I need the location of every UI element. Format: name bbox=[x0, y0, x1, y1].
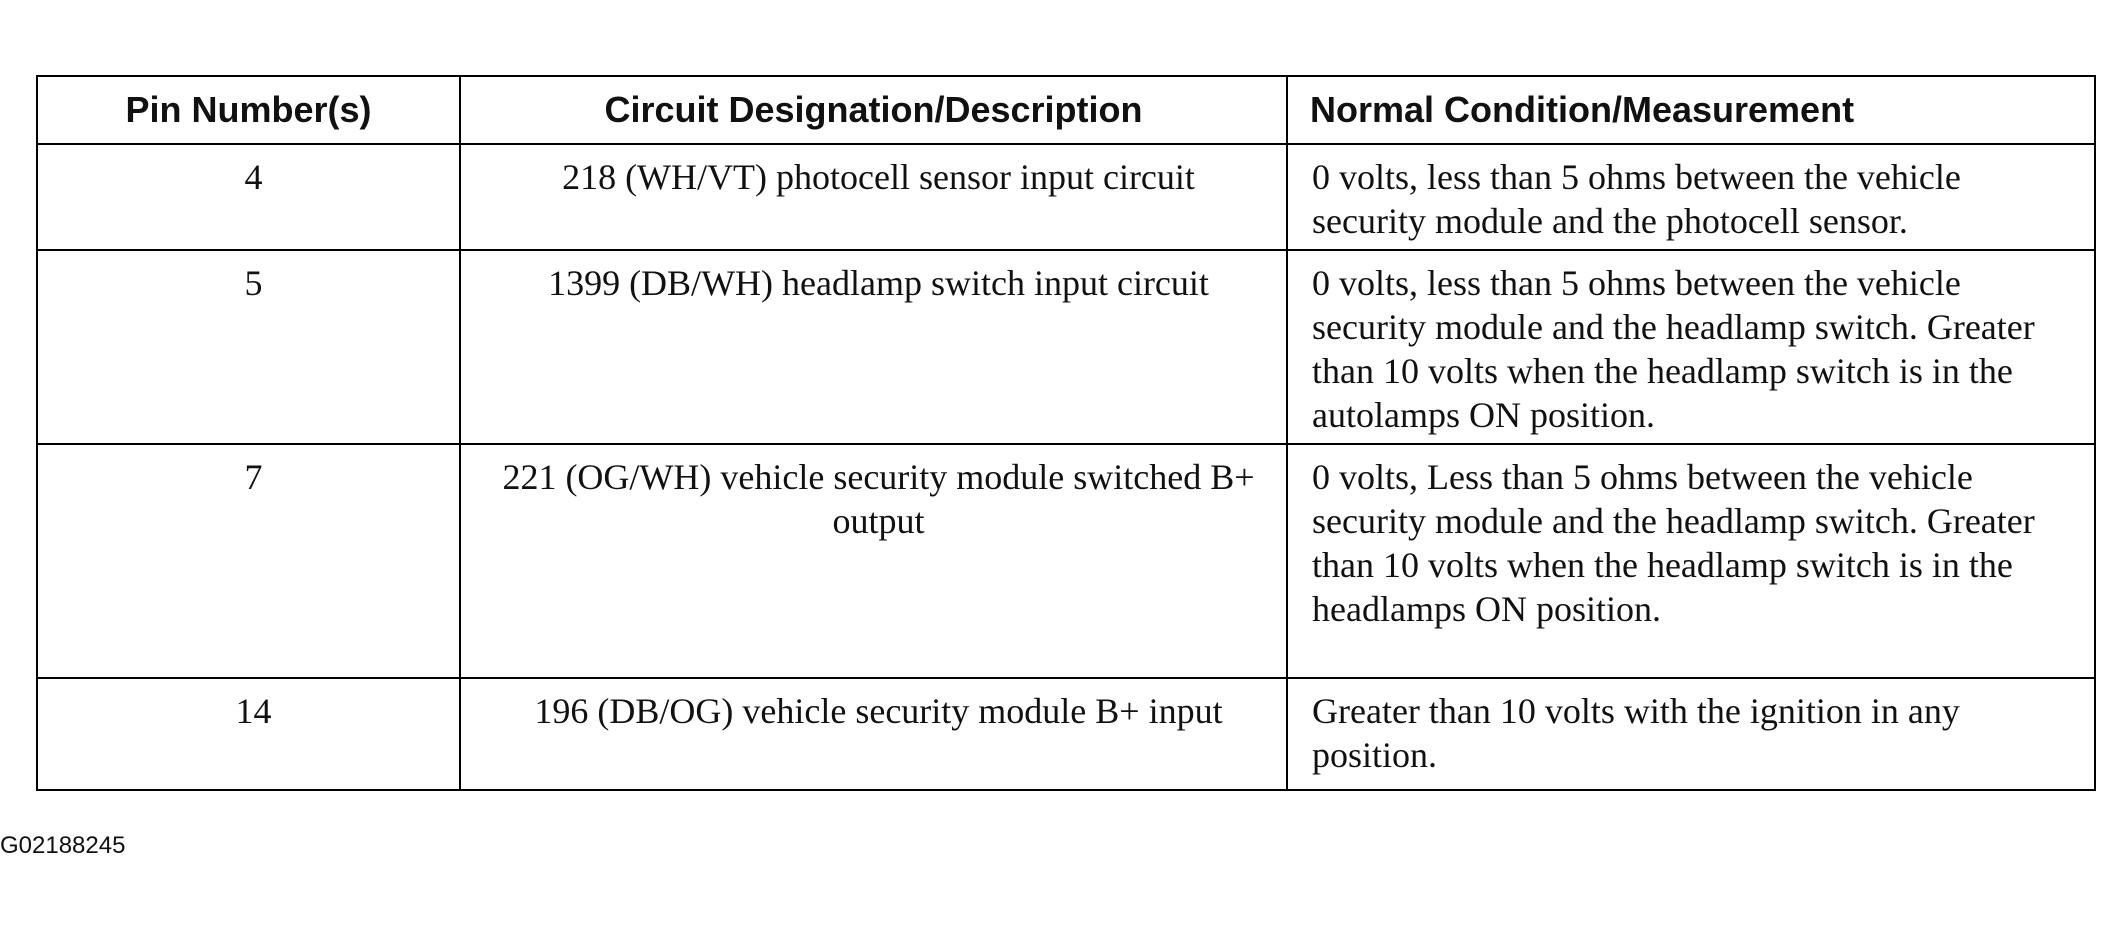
figure-id-label: G02188245 bbox=[0, 832, 126, 859]
pin-number-cell: 4 bbox=[37, 144, 460, 250]
table-row bbox=[37, 144, 2095, 250]
circuit-description-cell: 196 (DB/OG) vehicle security module B+ input bbox=[460, 678, 1287, 790]
table-row bbox=[37, 444, 2095, 678]
column-header-normal-condition: Normal Condition/Measurement bbox=[1287, 76, 2095, 144]
table-row bbox=[37, 250, 2095, 444]
normal-condition-cell: 0 volts, Less than 5 ohms between the vehicle security module and the headlamp switch. Greater than 10 volts when the headlamp switch is in the headlamps ON position. bbox=[1287, 444, 2095, 678]
pin-number-cell: 7 bbox=[37, 444, 460, 678]
circuit-description-cell: 1399 (DB/WH) headlamp switch input circuit bbox=[460, 250, 1287, 444]
normal-condition-cell: 0 volts, less than 5 ohms between the vehicle security module and the photocell sensor. bbox=[1287, 144, 2095, 250]
table-row bbox=[37, 678, 2095, 790]
normal-condition-cell: Greater than 10 volts with the ignition in any position. bbox=[1287, 678, 2095, 790]
circuit-description-cell: 221 (OG/WH) vehicle security module switched B+ output bbox=[460, 444, 1287, 678]
circuit-description-cell: 218 (WH/VT) photocell sensor input circuit bbox=[460, 144, 1287, 250]
column-header-pin-numbers: Pin Number(s) bbox=[37, 76, 460, 144]
column-header-circuit-description: Circuit Designation/Description bbox=[460, 76, 1287, 144]
pin-number-cell: 5 bbox=[37, 250, 460, 444]
table-header-row bbox=[37, 76, 2095, 144]
normal-condition-cell: 0 volts, less than 5 ohms between the vehicle security module and the headlamp switch. Greater than 10 volts when the headlamp switch is in the autolamps ON position. bbox=[1287, 250, 2095, 444]
pin-number-cell: 14 bbox=[37, 678, 460, 790]
pin-description-table bbox=[36, 75, 2096, 791]
